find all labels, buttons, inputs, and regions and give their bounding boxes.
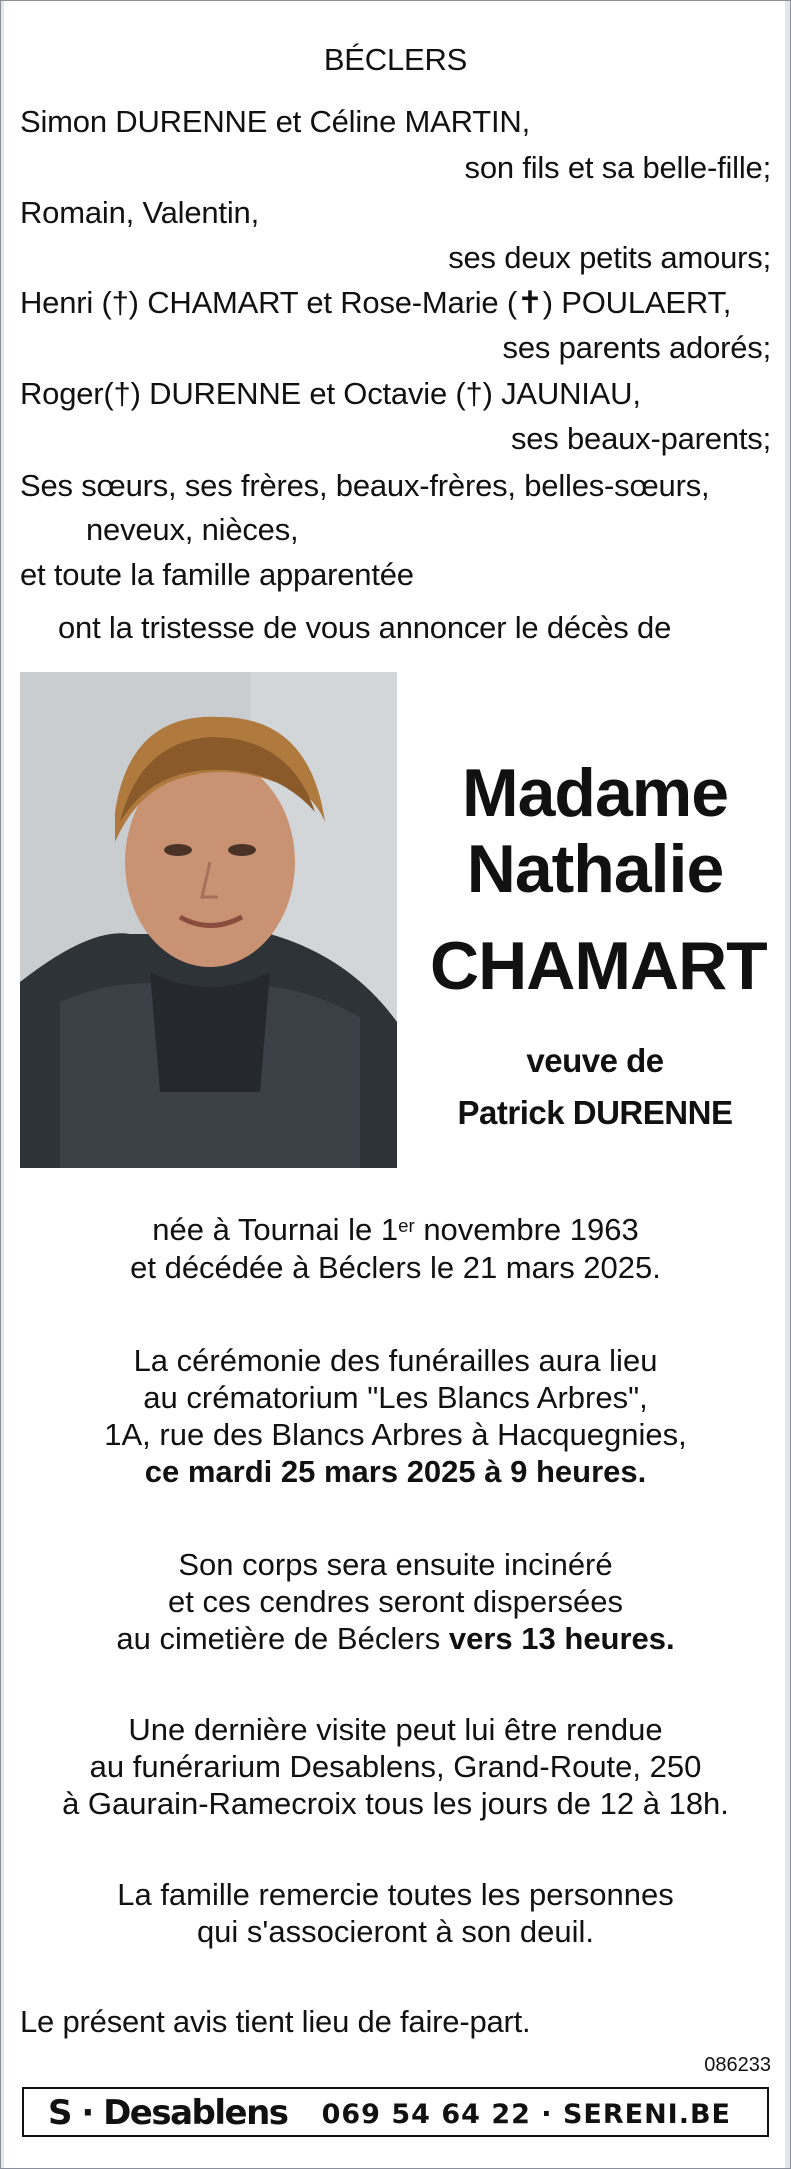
birth-prefix: née à Tournai le 1: [152, 1212, 399, 1247]
funeral-home-footer: [22, 2087, 769, 2137]
family-names-4: Roger(†) DURENNE et Octavie (†) JAUNIAU,: [20, 376, 641, 411]
funeral-home-contact: 069 54 64 22 · SERENI.BE: [321, 2099, 731, 2130]
cremation-line-3: [0, 1621, 791, 1656]
deceased-first-name: Nathalie: [466, 831, 724, 907]
ceremony-date: ce mardi 25 mars 2025 à 9 heures.: [144, 1454, 647, 1489]
family-relation-1: son fils et sa belle-fille;: [464, 150, 771, 185]
ceremony-line-3: 1A, rue des Blancs Arbres à Hacquegnies,: [104, 1417, 687, 1452]
spouse-name: Patrick DURENNE: [457, 1094, 733, 1131]
cremation-time: vers 13 heures.: [448, 1621, 675, 1656]
visit-line-3: à Gaurain-Ramecroix tous les jours de 12 à 18h.: [62, 1786, 729, 1821]
ceremony-line-1: La cérémonie des funérailles aura lieu: [133, 1343, 658, 1378]
cremation-line-1: Son corps sera ensuite incinéré: [178, 1547, 613, 1582]
siblings-line-2: neveux, nièces,: [86, 512, 299, 547]
portrait-photo: [20, 672, 397, 1168]
death-line: et décédée à Béclers le 21 mars 2025.: [130, 1250, 661, 1285]
widow-of-label: veuve de: [526, 1042, 664, 1079]
funeral-home-logo: S · Desablens: [48, 2093, 288, 2133]
place-heading: BÉCLERS: [323, 42, 468, 77]
siblings-line-3: et toute la famille apparentée: [20, 557, 414, 592]
cremation-place: au cimetière de Béclers: [116, 1621, 449, 1656]
family-relation-2: ses deux petits amours;: [448, 240, 771, 275]
family-names-2: Romain, Valentin,: [20, 195, 259, 230]
deceased-title: Madame: [461, 755, 729, 831]
family-names-1: Simon DURENNE et Céline MARTIN,: [20, 104, 531, 139]
birth-suffix: novembre 1963: [414, 1212, 639, 1247]
ceremony-line-2: au crématorium "Les Blancs Arbres",: [143, 1380, 648, 1415]
family-names-3: Henri (†) CHAMART et Rose-Marie (✝) POULAERT,: [20, 285, 732, 320]
thanks-line-2: qui s'associeront à son deuil.: [196, 1914, 595, 1949]
cremation-line-2: et ces cendres seront dispersées: [168, 1584, 623, 1619]
visit-line-1: Une dernière visite peut lui être rendue: [128, 1712, 663, 1747]
family-relation-4: ses beaux-parents;: [510, 421, 771, 456]
faire-part-notice: Le présent avis tient lieu de faire-part.: [20, 2004, 531, 2039]
birth-line: [0, 1212, 791, 1247]
family-relation-3: ses parents adorés;: [502, 330, 771, 365]
siblings-line-1: Ses sœurs, ses frères, beaux-frères, belles-sœurs,: [20, 468, 710, 503]
reference-number: 086233: [704, 2054, 771, 2076]
announcement: ont la tristesse de vous annoncer le décès de: [58, 610, 672, 645]
deceased-last-name: CHAMART: [430, 928, 767, 1004]
visit-line-2: au funérarium Desablens, Grand-Route, 250: [89, 1749, 702, 1784]
birth-ordinal: er: [398, 1215, 415, 1236]
portrait-illustration: [20, 672, 397, 1168]
thanks-line-1: La famille remercie toutes les personnes: [117, 1877, 674, 1912]
